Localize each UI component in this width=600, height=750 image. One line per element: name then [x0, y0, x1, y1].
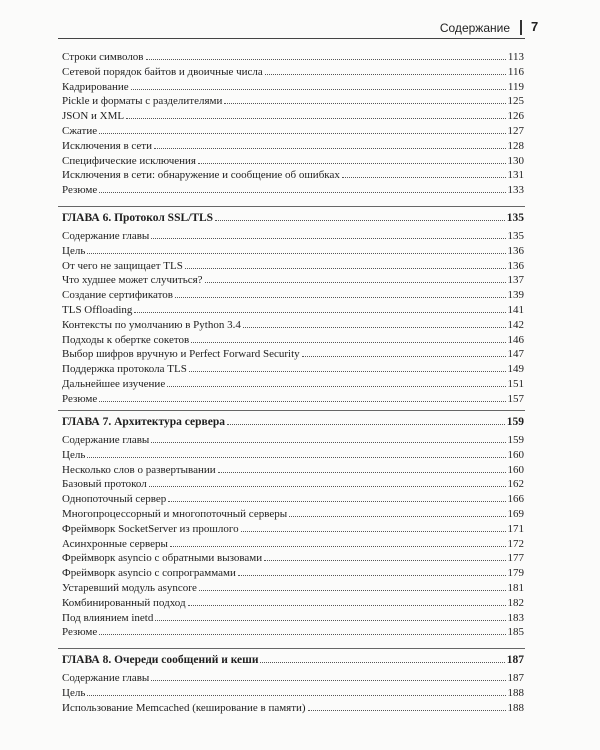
toc-entry-page-number: 185: [507, 626, 524, 639]
toc-entry-page-number: 166: [507, 493, 524, 506]
toc-entry-page-number: 171: [507, 522, 524, 535]
toc-entry-page-number: 135: [507, 230, 524, 242]
toc-entry-label: Резюме: [62, 392, 98, 405]
toc-entry[interactable]: [62, 566, 524, 582]
toc-chapter-heading-page-number: 159: [506, 416, 524, 428]
chapter-separator-rule: [58, 206, 525, 207]
toc-entry-label: Поддержка протокола TLS: [62, 363, 187, 376]
toc-entry-page-number: 130: [507, 154, 524, 167]
toc-entry[interactable]: [62, 537, 524, 553]
dot-leader: [302, 356, 506, 357]
dot-leader: [175, 297, 506, 298]
toc-entry-label: Исключения в сети: обнаружение и сообщение об ошибках: [62, 169, 340, 182]
toc-entry[interactable]: [62, 477, 524, 493]
toc-entry-page-number: 188: [507, 701, 524, 714]
toc-entry-label: Pickle и форматы с разделителями: [62, 95, 223, 108]
page-header: [0, 0, 600, 34]
toc-entry-label: Выбор шифров вручную и Perfect Forward Security: [62, 348, 300, 361]
toc-entry-label: Дальнейшее изучение: [62, 378, 166, 390]
toc-chapter-heading-page-number: 187: [506, 654, 524, 666]
toc-entry[interactable]: [62, 347, 524, 363]
toc-entry-label: Однопоточный сервер: [62, 493, 167, 506]
toc-entry-label: Под влиянием inetd: [62, 611, 154, 624]
toc-entry-label: Фреймворк asyncio с обратными вызовами: [62, 552, 263, 565]
toc-entry-label: Создание сертификатов: [62, 289, 173, 302]
toc-entry-label: Сетевой порядок байтов и двоичные числа: [62, 65, 263, 78]
chapter-separator-rule: [58, 648, 525, 649]
toc-entry-page-number: 172: [507, 537, 524, 550]
dot-leader: [289, 516, 505, 517]
toc-entry-page-number: 160: [507, 463, 524, 476]
toc-entry[interactable]: [62, 492, 524, 508]
dot-leader: [265, 74, 506, 75]
toc-entry[interactable]: [62, 333, 524, 349]
toc-entry-label: Специфические исключения: [62, 154, 196, 167]
toc-entry-page-number: 187: [507, 672, 524, 684]
header-rule: [58, 38, 525, 39]
toc-entry-page-number: 133: [507, 184, 524, 197]
toc-entry[interactable]: [62, 596, 524, 612]
toc-entry[interactable]: [62, 448, 524, 464]
header-title: Содержание: [439, 21, 510, 35]
toc-entry[interactable]: [62, 392, 524, 408]
toc-entry-page-number: 128: [507, 139, 524, 152]
dot-leader: [241, 531, 506, 532]
toc-entry[interactable]: [62, 611, 524, 627]
toc-chapter-heading-label: ГЛАВА 8. Очереди сообщений и кеши: [62, 654, 259, 666]
dot-leader: [149, 486, 506, 487]
toc-entry-label: Содержание главы: [62, 230, 150, 242]
toc-entry[interactable]: [62, 80, 524, 96]
toc-entry-label: Сжатие: [62, 125, 98, 137]
dot-leader: [99, 192, 505, 193]
toc-entry[interactable]: [62, 377, 524, 393]
header-separator: [520, 20, 522, 35]
toc-entry[interactable]: [62, 671, 524, 687]
toc-entry-page-number: 177: [507, 552, 524, 565]
toc-entry-page-number: 127: [507, 125, 524, 137]
toc-entry-label: От чего не защищает TLS: [62, 259, 183, 272]
dot-leader: [243, 327, 506, 328]
toc-entry-label: Подходы к обертке сокетов: [62, 333, 190, 346]
toc-entry-label: Комбинированный подход: [62, 596, 186, 609]
toc-entry-label: Цель: [62, 244, 86, 257]
toc-entry-label: Цель: [62, 686, 86, 699]
toc-entry-label: TLS Offloading: [62, 304, 133, 316]
toc-entry-label: Фреймворк asyncio с сопрограммами: [62, 567, 236, 580]
toc-entry-page-number: 162: [507, 478, 524, 491]
dot-leader: [87, 253, 505, 254]
toc-entry[interactable]: [62, 229, 524, 245]
toc-entry-page-number: 142: [507, 318, 524, 331]
dot-leader: [215, 220, 505, 221]
toc-chapter-heading[interactable]: [62, 415, 524, 431]
toc-entry[interactable]: [62, 463, 524, 479]
toc-entry-label: Контексты по умолчанию в Python 3.4: [62, 318, 241, 331]
toc-entry[interactable]: [62, 183, 524, 199]
toc-entry[interactable]: [62, 273, 524, 289]
dot-leader: [198, 163, 506, 164]
dot-leader: [99, 133, 505, 134]
toc-entry[interactable]: [62, 522, 524, 538]
toc-entry[interactable]: [62, 139, 524, 155]
toc-entry[interactable]: [62, 244, 524, 260]
toc-entry-page-number: 151: [507, 378, 524, 390]
toc-chapter-heading-label: ГЛАВА 6. Протокол SSL/TLS: [62, 212, 214, 224]
toc-chapter-heading[interactable]: [62, 653, 524, 669]
toc-entry-label: Многопроцессорный и многопоточный серверы: [62, 508, 288, 520]
dot-leader: [218, 472, 506, 473]
toc-entry-label: Использование Memcached (кеширование в памяти): [62, 701, 306, 714]
toc-entry-label: Асинхронные серверы: [62, 537, 168, 550]
toc-entry-page-number: 116: [507, 65, 524, 78]
dot-leader: [264, 560, 505, 561]
toc-entry-page-number: 149: [507, 363, 524, 376]
dot-leader: [151, 680, 505, 681]
dot-leader: [191, 342, 505, 343]
toc-entry-label: Кадрирование: [62, 80, 129, 93]
toc-entry[interactable]: [62, 154, 524, 170]
toc-entry[interactable]: [62, 288, 524, 304]
toc-entry[interactable]: [62, 50, 524, 66]
toc-chapter-heading-label: ГЛАВА 7. Архитектура сервера: [62, 416, 226, 428]
toc-entry-page-number: 146: [507, 333, 524, 346]
toc-entry-page-number: 159: [507, 434, 524, 446]
toc-entry-page-number: 113: [507, 51, 524, 63]
toc-entry[interactable]: [62, 581, 524, 597]
dot-leader: [87, 457, 505, 458]
toc-entry[interactable]: [62, 433, 524, 449]
chapter-separator-rule: [58, 410, 525, 411]
toc-entry-label: Строки символов: [62, 51, 144, 63]
toc-entry-label: Цель: [62, 448, 86, 461]
toc-entry-page-number: 157: [507, 392, 524, 405]
dot-leader: [99, 634, 505, 635]
toc-entry[interactable]: [62, 318, 524, 334]
dot-leader: [87, 695, 505, 696]
toc-entry[interactable]: [62, 686, 524, 702]
dot-leader: [224, 103, 505, 104]
dot-leader: [131, 89, 506, 90]
toc-entry[interactable]: [62, 124, 524, 140]
toc-entry[interactable]: [62, 303, 524, 319]
dot-leader: [151, 238, 505, 239]
toc-entry[interactable]: [62, 94, 524, 110]
dot-leader: [185, 268, 506, 269]
toc-entry-label: Фреймворк SocketServer из прошлого: [62, 522, 239, 535]
toc-entry-page-number: 125: [507, 95, 524, 108]
toc-entry-page-number: 182: [507, 596, 524, 609]
toc-entry-page-number: 141: [507, 304, 524, 316]
dot-leader: [308, 710, 506, 711]
toc-entry[interactable]: [62, 362, 524, 378]
toc-entry-label: Несколько слов о развертывании: [62, 463, 216, 476]
toc-entry-label: Содержание главы: [62, 672, 150, 684]
toc-entry[interactable]: [62, 109, 524, 125]
toc-entry-label: Что худшее может случиться?: [62, 274, 203, 287]
dot-leader: [260, 662, 504, 663]
toc-entry-label: Исключения в сети: [62, 139, 152, 152]
dot-leader: [342, 177, 506, 178]
toc-entry-page-number: 137: [507, 274, 524, 287]
toc-entry[interactable]: [62, 701, 524, 717]
toc-chapter-heading-page-number: 135: [506, 212, 524, 224]
toc-entry-page-number: 188: [507, 686, 524, 699]
toc-entry[interactable]: [62, 65, 524, 81]
toc-entry-page-number: 136: [507, 259, 524, 272]
dot-leader: [126, 118, 505, 119]
dot-leader: [151, 442, 505, 443]
dot-leader: [134, 312, 505, 313]
dot-leader: [99, 401, 505, 402]
dot-leader: [199, 590, 506, 591]
toc-entry-label: Резюме: [62, 626, 98, 639]
toc-entry-page-number: 147: [507, 348, 524, 361]
toc-entry-page-number: 179: [507, 567, 524, 580]
dot-leader: [154, 148, 506, 149]
dot-leader: [227, 424, 505, 425]
dot-leader: [188, 605, 506, 606]
dot-leader: [238, 575, 506, 576]
dot-leader: [146, 59, 506, 60]
toc-entry[interactable]: [62, 551, 524, 567]
toc-entry-page-number: 139: [507, 289, 524, 302]
toc-entry[interactable]: [62, 507, 524, 523]
toc-entry-label: Резюме: [62, 184, 98, 197]
header-page-number: 7: [531, 19, 539, 34]
dot-leader: [167, 386, 505, 387]
toc-entry-page-number: 181: [507, 582, 524, 594]
toc-entry-page-number: 119: [507, 80, 524, 93]
toc-entry-page-number: 126: [507, 110, 524, 123]
toc-entry-label: Базовый протокол: [62, 478, 147, 491]
toc-entry-page-number: 169: [507, 508, 524, 520]
toc-chapter-heading[interactable]: [62, 211, 524, 227]
toc-entry[interactable]: [62, 259, 524, 275]
dot-leader: [189, 371, 506, 372]
dot-leader: [170, 546, 506, 547]
toc-entry[interactable]: [62, 168, 524, 184]
toc-entry-page-number: 183: [507, 611, 524, 624]
toc-entry-label: Содержание главы: [62, 434, 150, 446]
dot-leader: [155, 620, 505, 621]
toc-entry-page-number: 160: [507, 448, 524, 461]
dot-leader: [168, 501, 505, 502]
toc-entry-label: Устаревший модуль asyncore: [62, 582, 197, 594]
toc-entry-page-number: 136: [507, 244, 524, 257]
toc-entry-page-number: 131: [507, 169, 524, 182]
dot-leader: [205, 282, 506, 283]
toc-entry-label: JSON и XML: [62, 110, 125, 123]
toc-entry[interactable]: [62, 625, 524, 641]
